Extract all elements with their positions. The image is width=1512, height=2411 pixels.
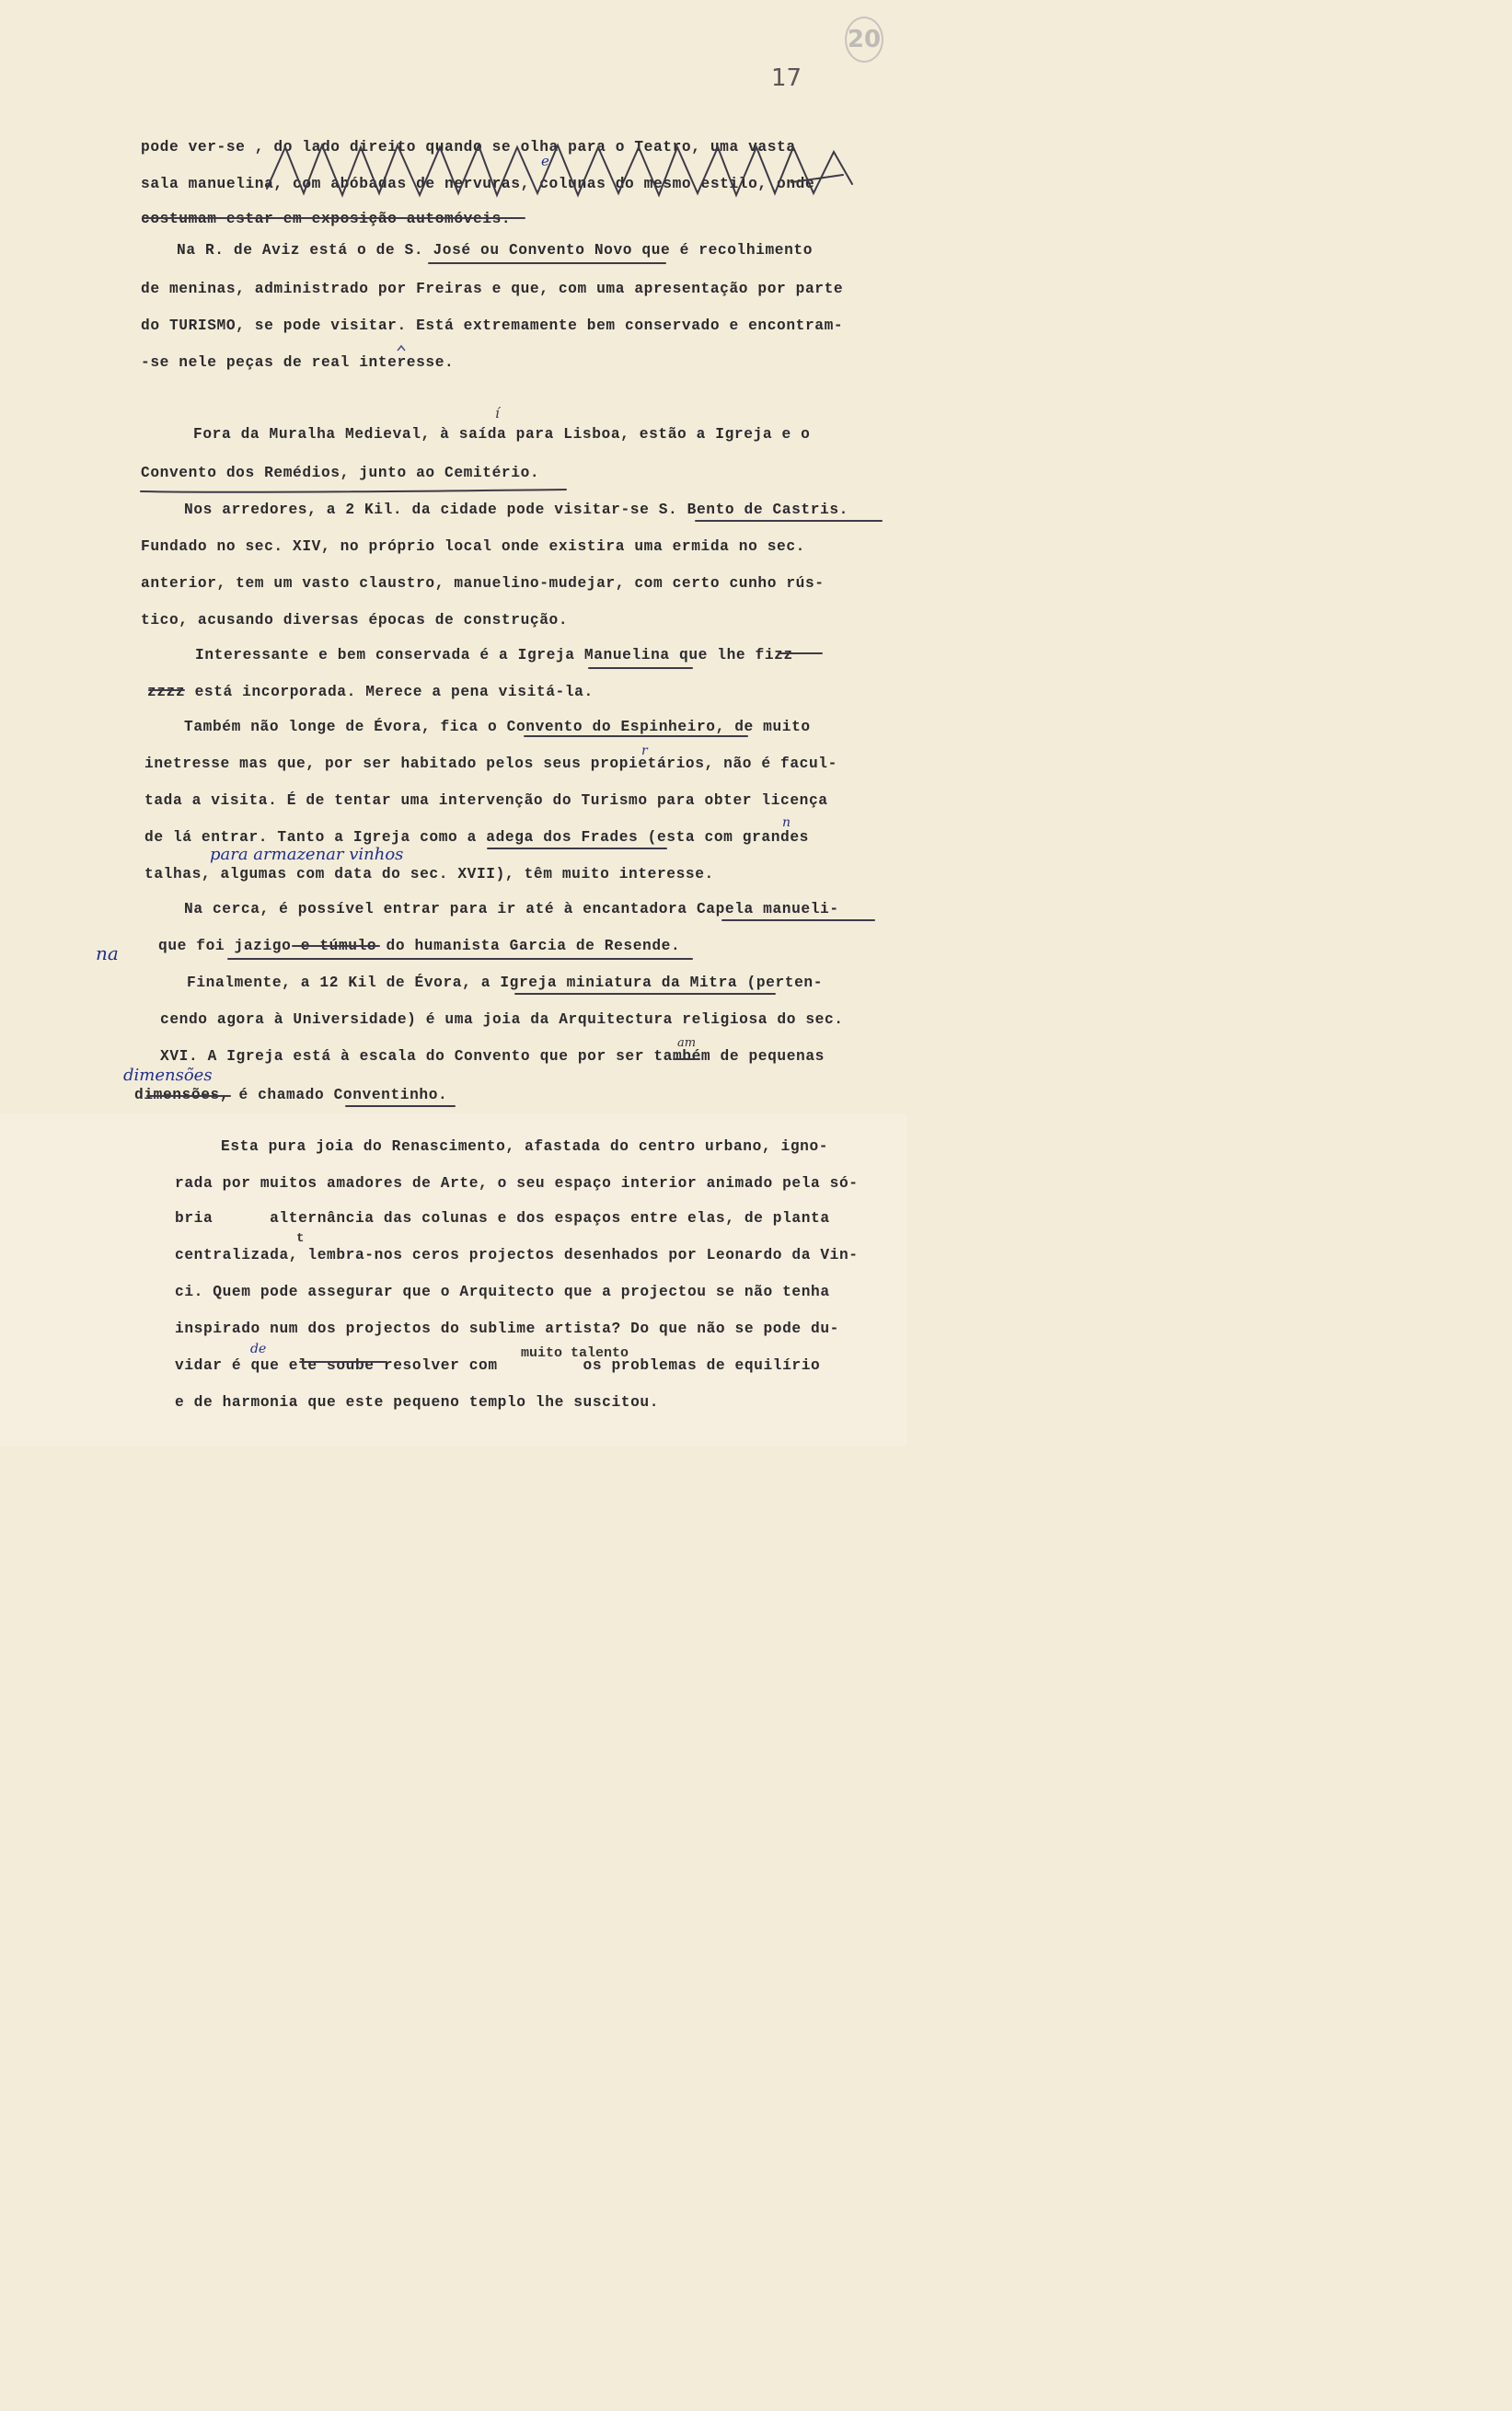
text-line: ci. Quem pode assegurar que o Arquitecto que a projectou se não tenha xyxy=(175,1284,830,1300)
text-line: Fora da Muralha Medieval, à saída para Lisboa, estão a Igreja e o xyxy=(193,426,811,443)
text-line: costumam estar em exposição automóveis. xyxy=(141,211,512,227)
underline xyxy=(141,490,566,492)
text-line: Convento dos Remédios, junto ao Cemitério. xyxy=(141,465,540,481)
handwritten-insert: í xyxy=(495,405,500,421)
strikeout-line xyxy=(791,175,843,182)
text-line: que foi jazigo e túmulo do humanista Garcia de Resende. xyxy=(158,938,681,954)
text-line: Finalmente, a 12 Kil de Évora, a Igreja miniatura da Mitra (perten- xyxy=(187,975,824,991)
text-line: do TURISMO, se pode visitar. Está extremamente bem conservado e encontram- xyxy=(141,317,844,334)
text-line: tada a visita. É de tentar uma intervenção do Turismo para obter licença xyxy=(144,792,828,809)
pen-markings xyxy=(0,0,907,1447)
text-line: zzzz está incorporada. Merece a pena visitá-la. xyxy=(147,684,594,700)
text-line: anterior, tem um vasto claustro, manuelino-mudejar, com certo cunho rús- xyxy=(141,575,825,592)
text-line: e de harmonia que este pequeno templo lhe suscitou. xyxy=(175,1394,660,1411)
text-line: inetresse mas que, por ser habitado pelos seus propietários, não é facul- xyxy=(144,756,837,772)
text-line: Na R. de Aviz está o de S. José ou Convento Novo que é recolhimento xyxy=(177,242,814,259)
margin-note: na xyxy=(96,942,119,964)
text-line: dimensões, é chamado Conventinho. xyxy=(134,1087,448,1103)
strikeout-scribble xyxy=(267,145,852,195)
text-line: tico, acusando diversas épocas de construção. xyxy=(141,612,569,629)
circled-page-number: 20 xyxy=(845,17,883,63)
text-line: pode ver-se , do lado direito quando se olha para o Teatro, uma vasta xyxy=(141,139,796,156)
text-line: Esta pura joia do Renascimento, afastada do centro urbano, igno- xyxy=(221,1138,829,1155)
text-line: inspirado num dos projectos do sublime artista? Do que não se pode du- xyxy=(175,1321,839,1337)
text-line: Fundado no sec. XIV, no próprio local onde existira uma ermida no sec. xyxy=(141,538,805,555)
handwritten-annotation: para armazenar vinhos xyxy=(210,845,404,864)
text-line: Na cerca, é possível entrar para ir até à encantadora Capela manueli- xyxy=(184,901,839,917)
handwritten-insert: de xyxy=(250,1342,267,1356)
text-line: de meninas, administrado por Freiras e que, com uma apresentação por parte xyxy=(141,281,844,297)
text-line: sala manuelina, com abóbadas de nervuras, colunas do mesmo estilo, onde xyxy=(141,176,815,192)
text-line: bria alternância das colunas e dos espaços entre elas, de planta xyxy=(175,1210,830,1227)
handwritten-annotation: dimensões xyxy=(123,1066,213,1085)
typed-insert: t xyxy=(296,1231,305,1246)
page-number: 17 xyxy=(771,64,802,92)
handwritten-insert: e xyxy=(541,153,549,169)
text-line: centralizada, lembra-nos ceros projectos desenhados por Leonardo da Vin- xyxy=(175,1247,859,1263)
handwritten-insert: n xyxy=(782,815,791,830)
text-line: Nos arredores, a 2 Kil. da cidade pode visitar-se S. Bento de Castris. xyxy=(184,502,848,518)
handwritten-insert: r xyxy=(641,744,648,758)
document-page xyxy=(0,0,907,1447)
text-line: rada por muitos amadores de Arte, o seu espaço interior animado pela só- xyxy=(175,1175,859,1192)
text-line: -se nele peças de real interesse. xyxy=(141,354,455,371)
text-line: de lá entrar. Tanto a Igreja como a adega dos Frades (esta com grandes xyxy=(144,829,809,846)
text-line: cendo agora à Universidade) é uma joia da Arquitectura religiosa do sec. xyxy=(160,1011,844,1028)
text-line: Interessante e bem conservada é a Igreja Manuelina que lhe fizz xyxy=(195,647,793,663)
typed-insert: muito talento xyxy=(521,1345,629,1361)
text-line: Também não longe de Évora, fica o Convento do Espinheiro, de muito xyxy=(184,719,811,735)
text-line: talhas, algumas com data do sec. XVII), têm muito interesse. xyxy=(144,866,714,882)
text-line: XVI. A Igreja está à escala do Convento que por ser também de pequenas xyxy=(160,1048,825,1065)
handwritten-insert: am xyxy=(677,1036,697,1050)
text-line: vidar é que ele soube resolver com os problemas de equilírio xyxy=(175,1357,821,1374)
